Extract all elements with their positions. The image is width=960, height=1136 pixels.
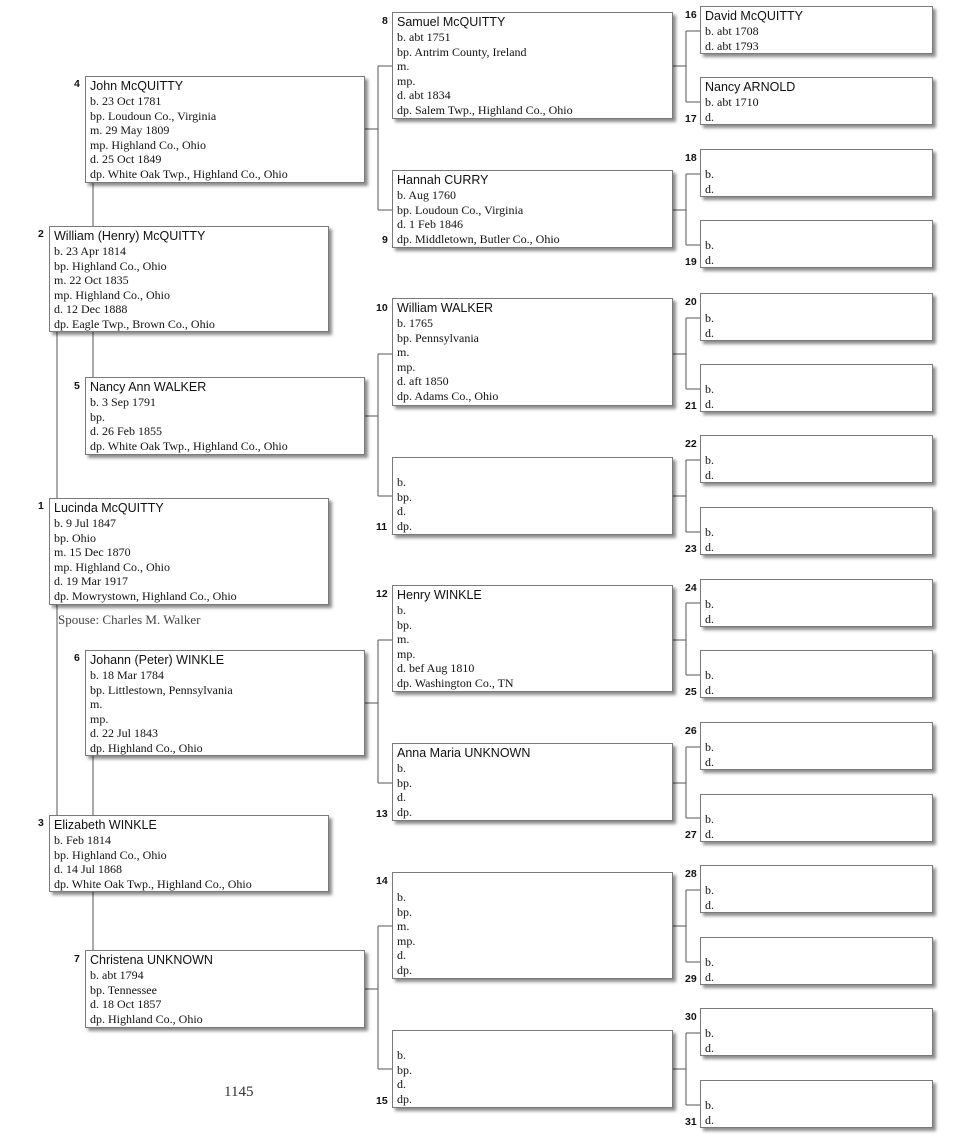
person-box-17[interactable]: [700, 77, 933, 125]
person-number: 4: [74, 78, 80, 90]
person-name: Hannah CURRY: [397, 173, 489, 187]
person-detail-line: mp. Highland Co., Ohio: [54, 559, 170, 574]
person-name: Henry WINKLE: [397, 588, 482, 602]
person-detail-line: dp. Eagle Twp., Brown Co., Ohio: [54, 316, 215, 331]
person-detail-line: b.: [705, 167, 714, 181]
person-name: Johann (Peter) WINKLE: [90, 653, 225, 667]
person-detail-line: b. abt 1708: [705, 24, 759, 38]
person-detail-line: d.: [705, 754, 714, 769]
person-detail-line: dp. Highland Co., Ohio: [90, 740, 203, 755]
person-detail-line: b.: [705, 1098, 714, 1112]
person-number: 18: [685, 152, 697, 164]
person-detail-line: d.: [705, 1040, 714, 1055]
person-name: William WALKER: [397, 301, 494, 315]
person-detail-line: d.: [705, 325, 714, 340]
person-detail-line: d.: [705, 539, 714, 554]
person-detail-line: bp. Loudoun Co., Virginia: [90, 108, 217, 123]
person-box-8[interactable]: [392, 12, 673, 119]
person-detail-line: d.: [705, 109, 714, 124]
person-detail-line: bp.: [397, 617, 412, 632]
person-number: 10: [376, 302, 388, 314]
person-detail-line: dp. Salem Twp., Highland Co., Ohio: [397, 102, 573, 117]
person-number: 19: [685, 256, 697, 268]
person-detail-line: dp. Middletown, Butler Co., Ohio: [397, 231, 560, 246]
person-number: 5: [74, 380, 80, 392]
person-detail-line: d. bef Aug 1810: [397, 661, 475, 676]
person-number: 21: [685, 400, 697, 412]
person-box-5[interactable]: [85, 377, 365, 455]
person-number: 25: [685, 686, 697, 698]
person-number: 23: [685, 543, 697, 555]
person-number: 22: [685, 438, 697, 450]
person-detail-line: bp. Tennessee: [90, 982, 157, 997]
person-detail-line: bp.: [397, 1062, 412, 1077]
person-detail-line: d. 18 Oct 1857: [90, 997, 162, 1012]
person-detail-line: bp.: [397, 775, 412, 790]
person-detail-line: m.: [397, 59, 410, 74]
person-detail-line: b.: [705, 955, 714, 969]
person-box-22[interactable]: [700, 435, 933, 483]
person-detail-line: b.: [397, 1048, 406, 1062]
person-detail-line: bp.: [90, 409, 105, 424]
page-number: 1145: [224, 1084, 254, 1100]
person-number: 27: [685, 829, 697, 841]
person-detail-line: d.: [397, 790, 406, 805]
person-box-16[interactable]: [700, 6, 933, 54]
person-detail-line: dp. White Oak Twp., Highland Co., Ohio: [90, 438, 288, 453]
person-detail-line: b.: [705, 812, 714, 826]
person-number: 1: [38, 500, 44, 512]
person-detail-line: bp. Highland Co., Ohio: [54, 847, 167, 862]
person-detail-line: b.: [705, 311, 714, 325]
person-number: 12: [376, 588, 388, 600]
person-detail-line: mp. Highland Co., Ohio: [90, 137, 206, 152]
person-box-18[interactable]: [700, 149, 933, 197]
person-detail-line: bp.: [397, 489, 412, 504]
person-detail-line: d. 25 Oct 1849: [90, 152, 162, 167]
person-detail-line: d. 26 Feb 1855: [90, 424, 162, 439]
person-detail-line: m. 15 Dec 1870: [54, 545, 131, 560]
person-box-31[interactable]: [700, 1080, 933, 1128]
person-detail-line: b.: [705, 1026, 714, 1040]
person-detail-line: m.: [397, 632, 410, 647]
person-detail-line: dp. Mowrystown, Highland Co., Ohio: [54, 588, 237, 603]
person-detail-line: d.: [397, 948, 406, 963]
person-detail-line: b.: [705, 740, 714, 754]
person-detail-line: d.: [705, 252, 714, 267]
person-box-19[interactable]: [700, 220, 933, 268]
person-detail-line: d.: [705, 1112, 714, 1127]
person-detail-line: d. 1 Feb 1846: [397, 217, 463, 232]
person-detail-line: bp. Highland Co., Ohio: [54, 258, 167, 273]
person-number: 17: [685, 113, 697, 125]
person-detail-line: d.: [705, 682, 714, 697]
person-name: William (Henry) McQUITTY: [54, 229, 206, 243]
person-detail-line: dp.: [397, 518, 412, 533]
person-box-2[interactable]: [49, 226, 329, 332]
person-detail-line: b. 3 Sep 1791: [90, 395, 156, 409]
person-number: 3: [38, 817, 44, 829]
person-box-14[interactable]: [392, 872, 673, 979]
person-detail-line: d. 12 Dec 1888: [54, 302, 128, 317]
person-detail-line: mp.: [397, 933, 416, 948]
person-number: 15: [376, 1095, 388, 1107]
person-name: Nancy ARNOLD: [705, 80, 796, 94]
person-number: 11: [376, 521, 388, 533]
person-detail-line: dp.: [397, 804, 412, 819]
person-box-29[interactable]: [700, 937, 933, 985]
person-detail-line: m.: [397, 919, 410, 934]
person-detail-line: m. 29 May 1809: [90, 123, 170, 138]
person-number: 20: [685, 296, 697, 308]
person-number: 2: [38, 228, 44, 240]
person-detail-line: d.: [705, 897, 714, 912]
person-box-4[interactable]: [85, 76, 365, 183]
person-box-12[interactable]: [392, 585, 673, 692]
person-detail-line: b.: [397, 761, 406, 775]
person-detail-line: d.: [705, 611, 714, 626]
person-number: 8: [382, 15, 388, 27]
person-box-23[interactable]: [700, 507, 933, 555]
person-detail-line: b. abt 1794: [90, 968, 144, 982]
person-number: 6: [74, 652, 80, 664]
person-detail-line: b.: [705, 597, 714, 611]
person-box-11[interactable]: [392, 457, 673, 535]
person-detail-line: bp. Loudoun Co., Virginia: [397, 202, 524, 217]
person-detail-line: bp.: [397, 904, 412, 919]
person-detail-line: b.: [705, 238, 714, 252]
person-number: 28: [685, 868, 697, 880]
person-box-1[interactable]: [49, 498, 329, 605]
person-number: 9: [382, 234, 388, 246]
person-box-30[interactable]: [700, 1008, 933, 1056]
person-number: 26: [685, 725, 697, 737]
person-box-3[interactable]: [49, 815, 329, 892]
person-detail-line: mp.: [397, 646, 416, 661]
person-detail-line: d.: [705, 969, 714, 984]
person-number: 31: [685, 1116, 697, 1128]
person-box-7[interactable]: [85, 950, 365, 1028]
person-detail-line: dp.: [397, 962, 412, 977]
person-number: 14: [376, 875, 388, 887]
person-detail-line: b.: [705, 883, 714, 897]
person-detail-line: mp.: [397, 73, 416, 88]
person-detail-line: bp. Antrim County, Ireland: [397, 44, 527, 59]
person-detail-line: b. 23 Apr 1814: [54, 244, 126, 258]
person-detail-line: b.: [397, 603, 406, 617]
person-name: Christena UNKNOWN: [90, 953, 213, 967]
person-number: 24: [685, 582, 697, 594]
person-name: Nancy Ann WALKER: [90, 380, 207, 394]
person-name: Anna Maria UNKNOWN: [397, 746, 531, 760]
person-name: John McQUITTY: [90, 79, 184, 93]
person-detail-line: d. 19 Mar 1917: [54, 574, 128, 589]
person-detail-line: m.: [90, 697, 103, 712]
person-detail-line: m.: [397, 345, 410, 360]
person-detail-line: b.: [705, 382, 714, 396]
person-detail-line: b.: [397, 475, 406, 489]
person-detail-line: mp.: [90, 711, 109, 726]
person-number: 7: [74, 953, 80, 965]
person-number: 29: [685, 973, 697, 985]
person-box-6[interactable]: [85, 650, 365, 756]
person-detail-line: dp. Washington Co., TN: [397, 675, 514, 690]
person-detail-line: d.: [705, 467, 714, 482]
person-detail-line: b.: [705, 453, 714, 467]
person-box-15[interactable]: [392, 1030, 673, 1108]
person-box-9[interactable]: [392, 170, 673, 248]
person-detail-line: dp. White Oak Twp., Highland Co., Ohio: [54, 876, 252, 891]
person-name: Elizabeth WINKLE: [54, 818, 157, 832]
person-detail-line: d.: [705, 396, 714, 411]
person-detail-line: dp. Adams Co., Ohio: [397, 388, 499, 403]
person-name: David McQUITTY: [705, 9, 803, 23]
person-detail-line: d.: [397, 504, 406, 519]
person-detail-line: dp.: [397, 1091, 412, 1106]
person-detail-line: d. 22 Jul 1843: [90, 726, 159, 741]
person-detail-line: bp. Ohio: [54, 530, 96, 545]
person-number: 13: [376, 808, 388, 820]
person-box-24[interactable]: [700, 579, 933, 627]
person-detail-line: dp. Highland Co., Ohio: [90, 1011, 203, 1026]
person-name: Samuel McQUITTY: [397, 15, 506, 29]
person-detail-line: b.: [397, 890, 406, 904]
person-number: 16: [685, 9, 697, 21]
person-detail-line: d.: [397, 1077, 406, 1092]
person-detail-line: d.: [705, 826, 714, 841]
person-detail-line: dp. White Oak Twp., Highland Co., Ohio: [90, 166, 288, 181]
person-detail-line: bp. Pennsylvania: [397, 330, 479, 345]
person-detail-line: mp. Highland Co., Ohio: [54, 287, 170, 302]
person-detail-line: b. 9 Jul 1847: [54, 516, 117, 530]
person-detail-line: m. 22 Oct 1835: [54, 273, 129, 288]
person-detail-line: d. abt 1793: [705, 38, 759, 53]
person-detail-line: b. 23 Oct 1781: [90, 94, 162, 108]
person-detail-line: b. 1765: [397, 316, 433, 330]
person-detail-line: d. 14 Jul 1868: [54, 862, 123, 877]
person-detail-line: d. abt 1834: [397, 88, 451, 103]
person-detail-line: bp. Littlestown, Pennsylvania: [90, 682, 233, 697]
person-box-10[interactable]: [392, 298, 673, 406]
person-box-27[interactable]: [700, 794, 933, 842]
person-detail-line: d. aft 1850: [397, 374, 449, 389]
person-name: Lucinda McQUITTY: [54, 501, 164, 515]
spouse-note: Spouse: Charles M. Walker: [58, 612, 201, 627]
person-box-26[interactable]: [700, 722, 933, 770]
person-number: 30: [685, 1011, 697, 1023]
person-detail-line: mp.: [397, 359, 416, 374]
person-detail-line: b.: [705, 668, 714, 682]
person-detail-line: b. 18 Mar 1784: [90, 668, 164, 682]
person-box-25[interactable]: [700, 650, 933, 698]
person-box-13[interactable]: [392, 743, 673, 821]
person-box-20[interactable]: [700, 293, 933, 341]
person-detail-line: b.: [705, 525, 714, 539]
person-detail-line: b. Aug 1760: [397, 188, 457, 202]
person-detail-line: b. abt 1710: [705, 95, 759, 109]
person-detail-line: b. abt 1751: [397, 30, 451, 44]
person-detail-line: b. Feb 1814: [54, 833, 111, 847]
person-detail-line: d.: [705, 181, 714, 196]
person-box-21[interactable]: [700, 364, 933, 412]
person-box-28[interactable]: [700, 865, 933, 913]
